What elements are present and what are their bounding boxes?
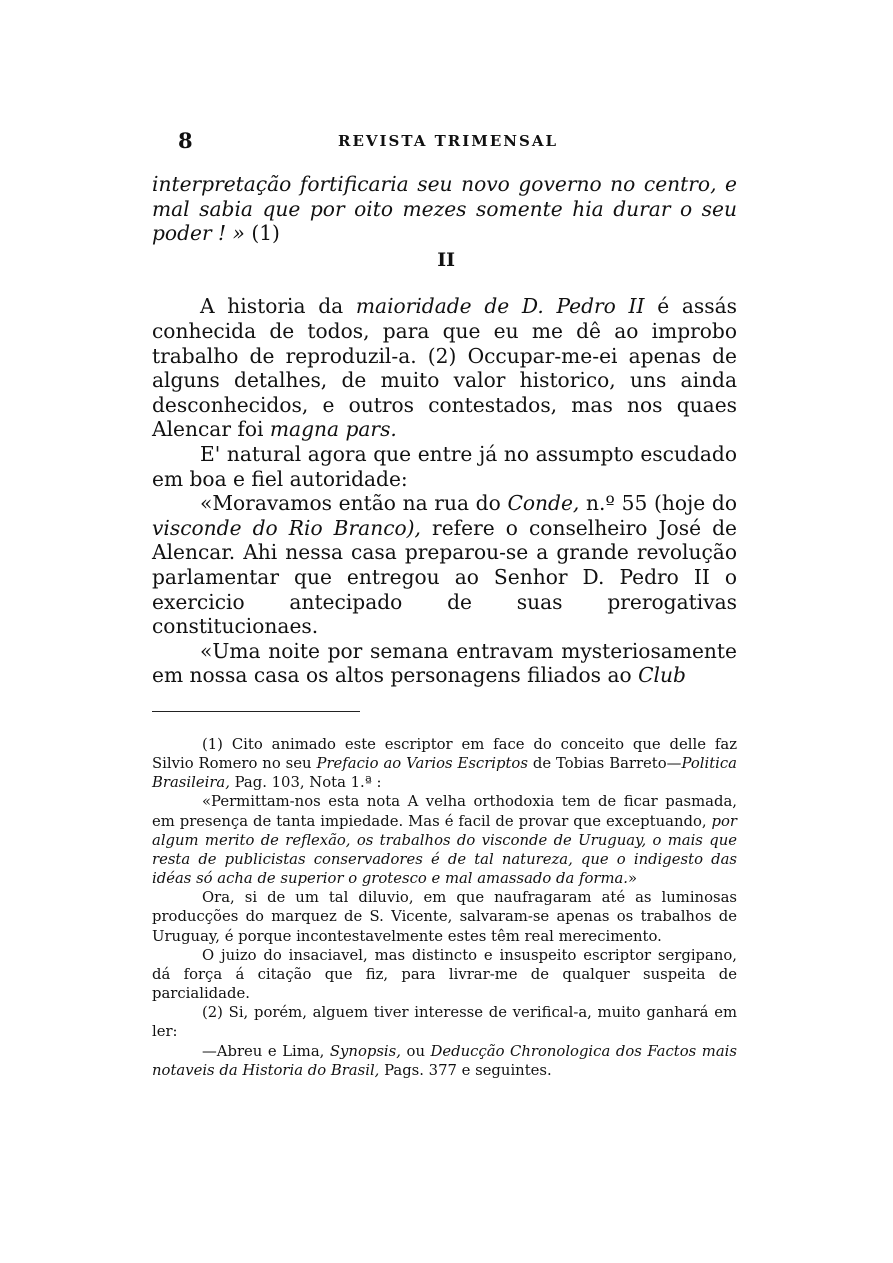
- paragraph-text: A historia da: [200, 294, 356, 319]
- footnote-paragraph: O juizo do insaciavel, mas distincto e insuspeito escriptor sergipano, dá força á citação que fiz, para livrar-me de qualquer suspeita de parcialidade.: [152, 946, 737, 1003]
- paragraph-text: é assás conhecida de todos, para que eu me dê ao improbo trabalho de reproduzil-a. (2) Occupar-me-ei apenas de alguns detalhes, de muito valor historico, uns ainda desconhecidos, e outros contestados, mas nos quaes Alencar foi: [152, 294, 738, 442]
- footnote-text: Pag. 103, Nota 1.ª :: [229, 774, 382, 792]
- italic-text: magna pars.: [269, 417, 397, 442]
- section-heading: II: [437, 248, 455, 271]
- continued-quote: [152, 172, 737, 246]
- footnote-separator: [152, 711, 360, 712]
- italic-text: maioridade de D. Pedro II: [355, 294, 645, 319]
- footnote-text: de Tobias Barreto—: [527, 755, 682, 773]
- italic-text: Conde,: [507, 491, 580, 516]
- italic-text: Club: [638, 663, 686, 688]
- footnote-text: «Permittam-nos esta nota A velha orthodoxia tem de ficar pasmada, em presença de tanta impiedade. Mas é facil de provar que exceptuando,: [152, 793, 737, 830]
- footnote-2: (2) Si, porém, alguem tiver interesse de verifical-a, muito ganhará em ler:: [152, 1004, 737, 1041]
- paragraph-1: [152, 294, 737, 442]
- italic-text: Deducção Chronologica dos Factos mais notaveis da Historia do Brasil,: [152, 1042, 737, 1079]
- paragraph-2: E' natural agora que entre já no assumpto escudado em boa e fiel autoridade:: [152, 441, 737, 491]
- body-text: [152, 172, 737, 688]
- italic-text: Prefacio ao Varios Escriptos: [316, 755, 528, 773]
- paragraph-text: «Uma noite por semana entravam mysteriosamente em nossa casa os altos personagens filiados ao: [152, 638, 737, 688]
- running-title: REVISTA TRIMENSAL: [338, 132, 558, 150]
- footnote-text: »: [628, 870, 638, 888]
- italic-text: visconde do Rio Branco),: [152, 515, 421, 540]
- footnote-1: [152, 735, 737, 792]
- paragraph-4: [152, 639, 737, 688]
- footnote-text: (1) Cito animado este escriptor em face do conceito que delle faz Silvio Romero no seu: [152, 736, 737, 773]
- footnote-paragraph: Ora, si de um tal diluvio, em que naufragaram até as luminosas producções do marquez de S. Vicente, salvaram-se apenas os trabalhos de Uruguay, é porque incontestavelmente estes têm real merecimento.: [152, 889, 737, 945]
- page-number: 8: [178, 128, 193, 153]
- footnote-citation: [152, 1042, 737, 1080]
- page-header: [178, 128, 738, 152]
- paragraph-text: refere o conselheiro José de Alencar. Ahi nessa casa preparou-se a grande revolução parlamentar que entregou ao Senhor D. Pedro II o exercicio antecipado de suas prerogativas constitucionaes.: [152, 515, 737, 639]
- footnote-text: Pags. 377 e seguintes.: [379, 1061, 552, 1079]
- italic-text: por algum merito de reflexão, os trabalhos do visconde de Uruguay, o mais que resta de publicistas conservadores é de tal natureza, que o indigesto das idéas só acha de superior o grotesco e mal amassado da forma.: [152, 812, 737, 888]
- footnote-text: —Abreu e Lima,: [202, 1042, 330, 1060]
- paragraph-text: «Moravamos então na rua do: [200, 491, 508, 516]
- italic-text: Politica Brasileira,: [152, 755, 737, 792]
- footnotes: [152, 735, 737, 1080]
- paragraph-text: n.º 55 (hoje do: [579, 491, 737, 516]
- quote-text: interpretação fortificaria seu novo governo no centro, e mal sabia que por oito mezes somente hia durar o seu poder ! »: [152, 172, 737, 246]
- paragraph-3: [152, 491, 737, 639]
- footnote-quote: [152, 792, 737, 888]
- footnote-text: ou: [400, 1042, 431, 1060]
- footnote-ref-1: (1): [244, 221, 280, 246]
- italic-text: Synopsis,: [329, 1042, 401, 1060]
